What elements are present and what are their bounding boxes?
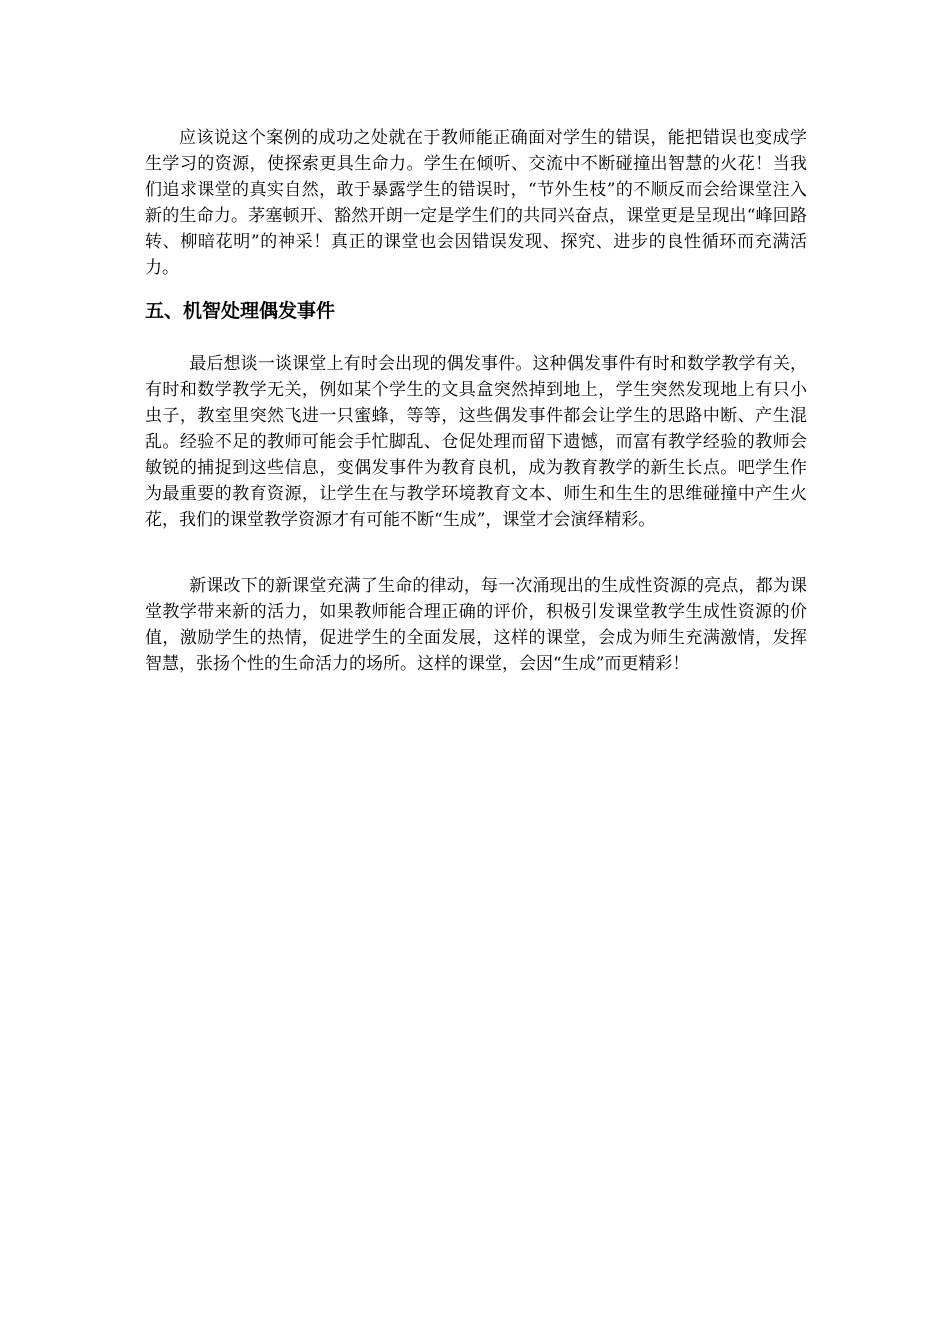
paragraph-incidental-events: 最后想谈一谈课堂上有时会出现的偶发事件。这种偶发事件有时和数学教学有关，有时和数学教学无关，例如某个学生的文具盒突然掉到地上，学生突然发现地上有只小虫子，教室里突然飞进一只蜜蜂，等等，这些偶发事件都会让学生的思路中断、产生混乱。经验不足的教师可能会手忙脚乱、仓促处理而留下遗憾，而富有教学经验的教师会敏锐的捕捉到这些信息，变偶发事件为教育良机，成为教育教学的新生长点。吧学生作为最重要的教育资源，让学生在与教学环境教育文本、师生和生生的思维碰撞中产生火花，我们的课堂教学资源才有可能不断“生成”，课堂才会演绎精彩。	[145, 354, 807, 530]
paragraph-error-as-resource: 应该说这个案例的成功之处就在于教师能正确面对学生的错误，能把错误也变成学生学习的资源，使探索更具生命力。学生在倾听、交流中不断碰撞出智慧的火花！当我们追求课堂的真实自然，敢于暴露学生的错误时，“节外生枝”的不顺反而会给课堂注入新的生命力。茅塞顿开、豁然开朗一定是学生们的共同兴奋点，课堂更是呈现出“峰回路转、柳暗花明”的神采！真正的课堂也会因错误发现、探究、进步的良性循环而充满活力。	[145, 128, 807, 278]
paragraph-conclusion: 新课改下的新课堂充满了生命的律动，每一次涌现出的生成性资源的亮点，都为课堂教学带来新的活力，如果教师能合理正确的评价，积极引发课堂教学生成性资源的价值，激励学生的热情，促进学生的全面发展，这样的课堂，会成为师生充满激情，发挥智慧，张扬个性的生命活力的场所。这样的课堂，会因“生成”而更精彩！	[145, 576, 807, 674]
section-heading: 五、机智处理偶发事件	[145, 300, 336, 322]
